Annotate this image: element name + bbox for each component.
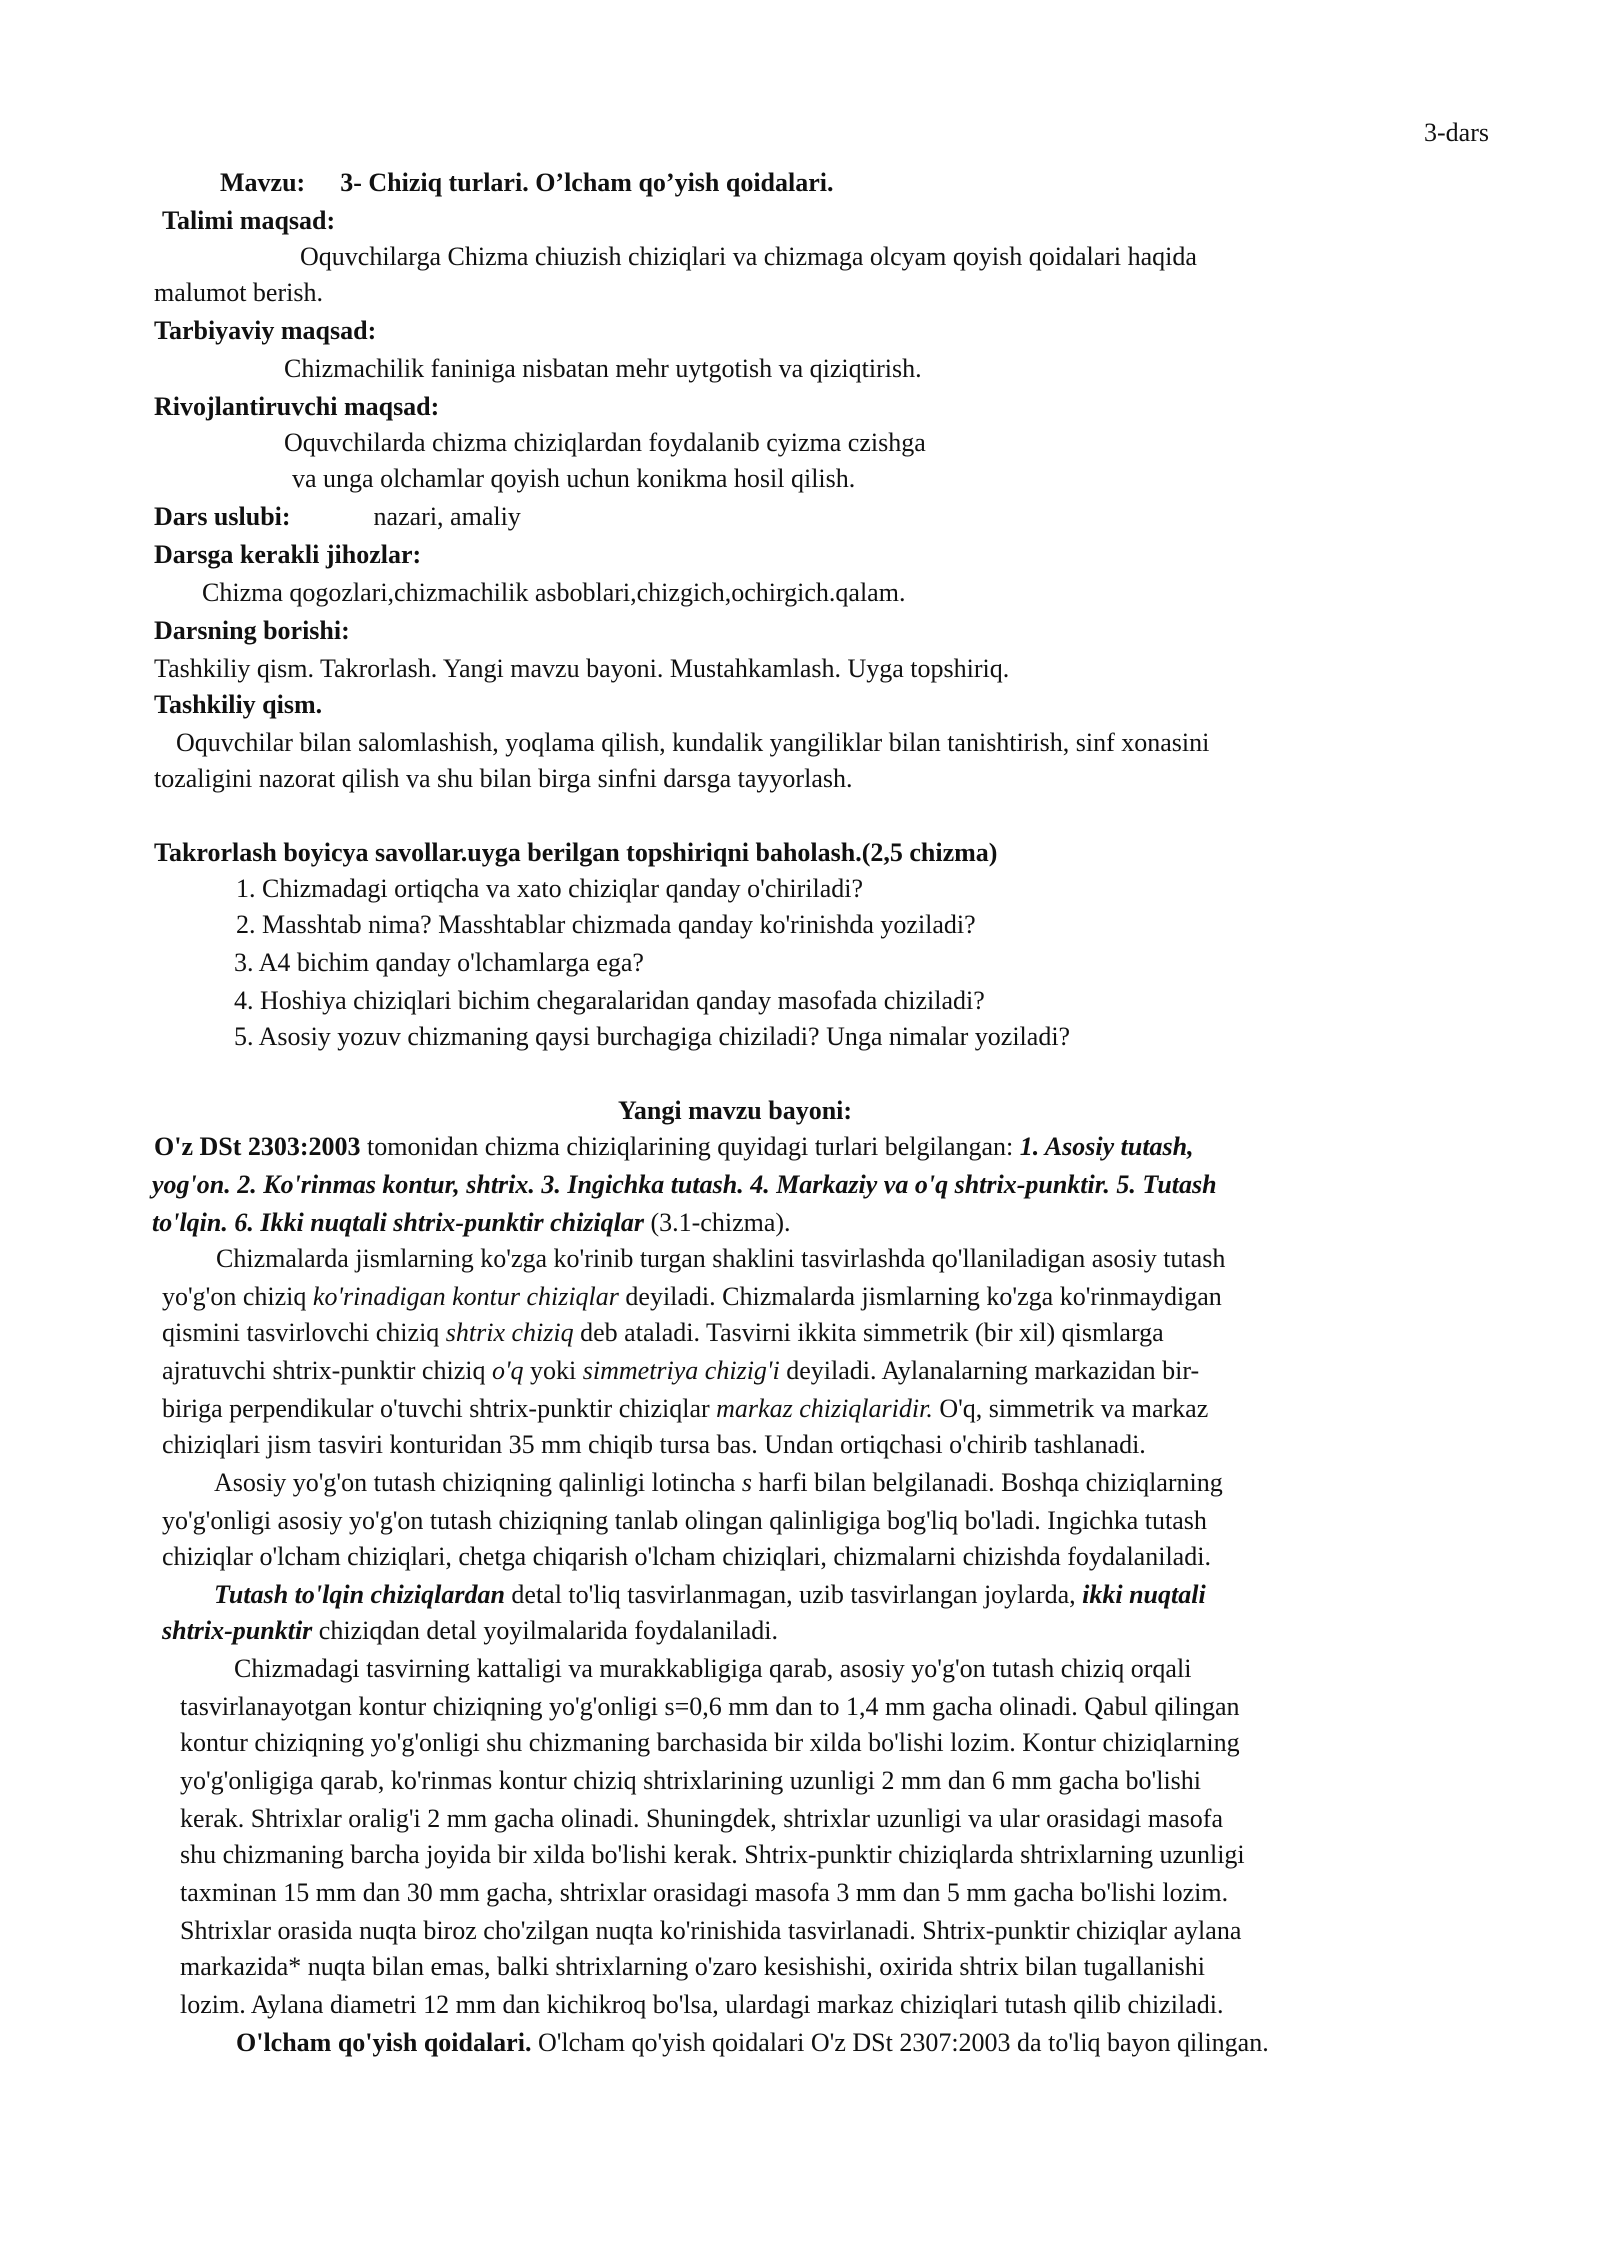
review-question-4: 4. Hoshiya chiziqlari bichim chegaralaridan qanday masofada chiziladi? [234,986,985,1015]
p2-line-1: Chizmalarda jismlarning ko'zga ko'rinib turgan shaklini tasvirlashda qo'llaniladigan asosiy tutash [216,1244,1226,1273]
review-question-5: 5. Asosiy yozuv chizmaning qaysi burchagiga chiziladi? Unga nimalar yoziladi? [234,1022,1071,1051]
p5-line-5: kerak. Shtrixlar oralig'i 2 mm gacha olinadi. Shuningdek, shtrixlar uzunligi va ular orasidagi masofa [180,1804,1223,1833]
p4-line-2: shtrix-punktir chiziqdan detal yoyilmalarida foydalaniladi. [162,1616,778,1645]
organizational-text-2: tozaligini nazorat qilish va shu bilan birga sinfni darsga tayyorlash. [154,764,853,793]
method-line [154,498,521,535]
p2-line-6: chiziqlari jism tasviri konturidan 35 mm chiqib tursa bas. Undan ortiqchasi o'chirib tashlanadi. [162,1430,1146,1459]
organizational-heading: Tashkiliy qism. [154,690,323,719]
p2-line-3: qismini tasvirlovchi chiziq shtrix chiziq deb ataladi. Tasvirni ikkita simmetrik (bir xil) qismlarga [162,1318,1164,1347]
review-question-3: 3. A4 bichim qanday o'lchamlarga ega? [234,948,644,977]
equipment-text: Chizma qogozlari,chizmachilik asboblari,chizgich,ochirgich.qalam. [202,578,906,607]
development-goal-text-2: va unga olchamlar qoyish uchun konikma hosil qilish. [292,464,856,493]
course-text: Tashkiliy qism. Takrorlash. Yangi mavzu bayoni. Mustahkamlash. Uyga topshiriq. [154,654,1010,683]
p1-line-1: O'z DSt 2303:2003 tomonidan chizma chiziqlarining quyidagi turlari belgilangan: 1. Asosiy tutash, [154,1132,1194,1161]
p1-line-2: yog'on. 2. Ko'rinmas kontur, shtrix. 3. Ingichka tutash. 4. Markaziy va o'q shtrix-punktir. 5. Tutash [152,1170,1217,1199]
p4-line-1: Tutash to'lqin chiziqlardan detal to'liq tasvirlanmagan, uzib tasvirlangan joylarda, ikki nuqtali [214,1580,1206,1609]
p1-line-3: to'lqin. 6. Ikki nuqtali shtrix-punktir chiziqlar (3.1-chizma). [152,1208,791,1237]
topic-title: 3- Chiziq turlari. O’lcham qo’yish qoidalari. [340,168,834,197]
p3-line-2: yo'g'onligi asosiy yo'g'on tutash chiziqning tanlab olingan qalinligiga bog'liq bo'ladi. Ingichka tutash [162,1506,1207,1535]
p3-line-3: chiziqlar o'lcham chiziqlari, chetga chiqarish o'lcham chiziqlari, chizmalarni chizishda foydalaniladi. [162,1542,1211,1571]
p5-line-1: Chizmadagi tasvirning kattaligi va murakkabligiga qarab, asosiy yo'g'on tutash chiziq orqali [234,1654,1192,1683]
method-label: Dars uslubi: [154,502,291,531]
p5-line-9: markazida* nuqta bilan emas, balki shtrixlarning o'zaro kesishishi, oxirida shtrix bilan tugallanishi [180,1952,1205,1981]
p5-line-3: kontur chiziqning yo'g'onligi shu chizmaning barchasida bir xilda bo'lishi lozim. Kontur chiziqlarning [180,1728,1240,1757]
p5-line-6: shu chizmaning barcha joyida bir xilda bo'lishi kerak. Shtrix-punktir chiziqlarda shtrixlarning uzunligi [180,1840,1245,1869]
dimension-rules-title: O'lcham qo'yish qoidalari. [236,2028,532,2057]
new-topic-heading: Yangi mavzu bayoni: [618,1096,853,1125]
development-goal-heading: Rivojlantiruvchi maqsad: [154,392,440,421]
organizational-text-1: Oquvchilar bilan salomlashish, yoqlama qilish, kundalik yangiliklar bilan tanishtirish, sinf xonasini [176,728,1210,757]
lesson-number: 3-dars [1424,118,1489,147]
p5-line-2: tasvirlanayotgan kontur chiziqning yo'g'onligi s=0,6 mm dan to 1,4 mm gacha olinadi. Qabul qilingan [180,1692,1240,1721]
topic-line [220,164,834,201]
course-heading: Darsning borishi: [154,616,350,645]
standard-code: O'z DSt 2303:2003 [154,1132,361,1161]
education-goal-text-1: Oquvchilarga Chizma chiuzish chiziqlari va chizmaga olcyam qoyish qoidalari haqida [300,242,1197,271]
review-question-1: 1. Chizmadagi ortiqcha va xato chiziqlar qanday o'chiriladi? [236,874,864,903]
development-goal-text-1: Oquvchilarda chizma chiziqlardan foydalanib cyizma czishga [284,428,926,457]
p2-line-2: yo'g'on chiziq ko'rinadigan kontur chiziqlar deyiladi. Chizmalarda jismlarning ko'zga ko'rinmaydigan [162,1282,1222,1311]
p2-line-5: biriga perpendikular o'tuvchi shtrix-punktir chiziqlar markaz chiziqlaridir. O'q, simmetrik va markaz [162,1394,1209,1423]
p5-line-8: Shtrixlar orasida nuqta biroz cho'zilgan nuqta ko'rinishida tasvirlanadi. Shtrix-punktir chiziqlar aylana [180,1916,1242,1945]
p6-line: O'lcham qo'yish qoidalari. O'lcham qo'yish qoidalari O'z DSt 2307:2003 da to'liq bayon qilingan. [236,2028,1269,2057]
p2-line-4: ajratuvchi shtrix-punktir chiziq o'q yoki simmetriya chizig'i deyiladi. Aylanalarning markazidan bir- [162,1356,1200,1385]
p5-line-4: yo'g'onligiga qarab, ko'rinmas kontur chiziq shtrixlarining uzunligi 2 mm dan 6 mm gacha bo'lishi [180,1766,1202,1795]
p5-line-10: lozim. Aylana diametri 12 mm dan kichikroq bo'lsa, ulardagi markaz chiziqlari tutash qilib chiziladi. [180,1990,1224,2019]
review-heading: Takrorlash boyicya savollar.uyga berilgan topshiriqni baholash.(2,5 chizma) [154,838,998,867]
education-goal-text-2: malumot berish. [154,278,323,307]
upbringing-goal-text: Chizmachilik faniniga nisbatan mehr uytgotish va qiziqtirish. [284,354,922,383]
upbringing-goal-heading: Tarbiyaviy maqsad: [154,316,377,345]
p5-line-7: taxminan 15 mm dan 30 mm gacha, shtrixlar orasidagi masofa 3 mm dan 5 mm gacha bo'lishi lozim. [180,1878,1229,1907]
method-value: nazari, amaliy [373,502,521,531]
topic-label: Mavzu: [220,168,306,197]
p3-line-1: Asosiy yo'g'on tutash chiziqning qalinligi lotincha s harfi bilan belgilanadi. Boshqa chiziqlarning [214,1468,1223,1497]
equipment-heading: Darsga kerakli jihozlar: [154,540,422,569]
review-question-2: 2. Masshtab nima? Masshtablar chizmada qanday ko'rinishda yoziladi? [236,910,976,939]
education-goal-heading: Talimi maqsad: [162,206,336,235]
